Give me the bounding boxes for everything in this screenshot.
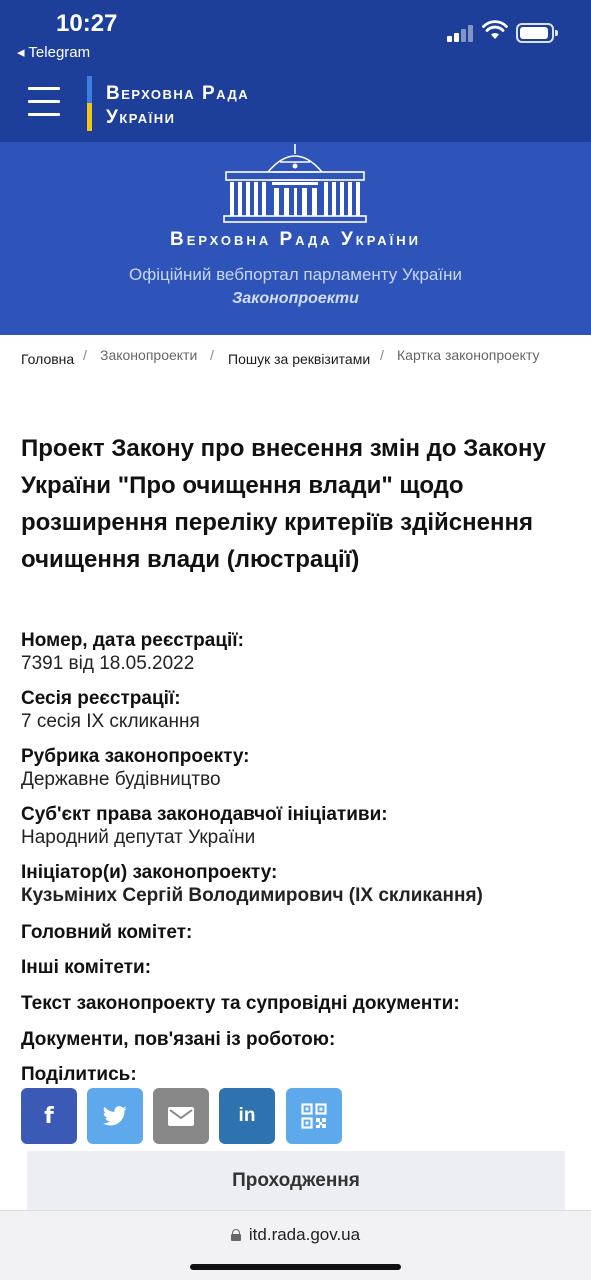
field-value-rubric: Державне будівництво <box>21 769 221 790</box>
breadcrumb-item-card: Картка законопроекту <box>397 347 540 363</box>
lock-icon <box>231 1229 241 1241</box>
url-display[interactable] <box>0 1225 591 1245</box>
share-facebook-button[interactable] <box>21 1088 77 1144</box>
field-label-main-committee: Головний комітет: <box>21 922 193 943</box>
browser-address-bar[interactable] <box>0 1210 591 1280</box>
site-logo-text[interactable] <box>106 82 249 130</box>
hero-title: Верховна Рада України <box>170 229 421 250</box>
linkedin-icon: in <box>238 1105 256 1126</box>
url-text: itd.rada.gov.ua <box>248 1225 361 1244</box>
passage-section-toggle[interactable] <box>27 1151 565 1211</box>
envelope-icon <box>168 1107 194 1126</box>
field-label-share: Поділитись: <box>21 1064 137 1085</box>
field-label-initiators: Ініціатор(и) законопроекту: <box>21 862 278 883</box>
share-linkedin-button[interactable] <box>219 1088 275 1144</box>
battery-icon <box>516 23 554 43</box>
field-label-session: Сесія реєстрації: <box>21 688 181 709</box>
field-value-initiators[interactable]: Кузьміних Сергій Володимирович (IX скликання) <box>21 885 483 906</box>
breadcrumb-separator: / <box>380 347 384 363</box>
flag-stripe <box>87 76 92 131</box>
field-label-number-date: Номер, дата реєстрації: <box>21 630 244 651</box>
field-label-subject: Суб'єкт права законодавчої ініціативи: <box>21 804 388 825</box>
field-value-number-date: 7391 від 18.05.2022 <box>21 653 195 674</box>
breadcrumb-item-bills[interactable]: Законопроекти <box>100 347 198 363</box>
status-time: 10:27 <box>56 10 118 37</box>
qr-code-icon <box>301 1103 327 1129</box>
breadcrumb-item-search[interactable]: Пошук за реквізитами <box>228 351 371 367</box>
cellular-signal-icon <box>447 24 475 42</box>
field-value-session: 7 сесія IX скликання <box>21 711 200 732</box>
site-name-line2: України <box>106 107 176 128</box>
bill-title: Проект Закону про внесення змін до Закону України "Про очищення влади" щодо розширення переліку критеріїв здійснення очищення влади (люстрації) <box>21 435 546 573</box>
facebook-icon: f <box>44 1103 54 1129</box>
breadcrumb-item-home[interactable]: Головна <box>21 351 75 367</box>
parliament-building-icon <box>222 142 368 224</box>
passage-label: Проходження <box>232 1170 360 1191</box>
share-twitter-button[interactable] <box>87 1088 143 1144</box>
field-label-rubric: Рубрика законопроекту: <box>21 746 250 767</box>
twitter-icon <box>103 1106 127 1126</box>
field-label-other-committees: Інші комітети: <box>21 957 152 978</box>
back-to-telegram-link[interactable]: ◂ Telegram <box>17 44 91 61</box>
breadcrumb-separator: / <box>210 347 214 363</box>
site-name-line1: Верховна Рада <box>106 83 250 104</box>
wifi-icon <box>482 20 508 40</box>
share-qr-button[interactable] <box>286 1088 342 1144</box>
breadcrumb-separator: / <box>83 347 87 363</box>
hero-banner <box>0 0 591 335</box>
hero-subtitle: Офіційний вебпортал парламенту України <box>128 265 462 284</box>
menu-hamburger-icon[interactable] <box>28 87 60 117</box>
field-label-documents: Текст законопроекту та супровідні документи: <box>21 993 460 1014</box>
home-indicator[interactable] <box>190 1264 401 1270</box>
field-label-related-documents: Документи, пов'язані із роботою: <box>21 1029 336 1050</box>
share-email-button[interactable] <box>153 1088 209 1144</box>
field-value-subject: Народний депутат України <box>21 827 256 848</box>
hero-section-name: Законопроекти <box>232 290 359 307</box>
